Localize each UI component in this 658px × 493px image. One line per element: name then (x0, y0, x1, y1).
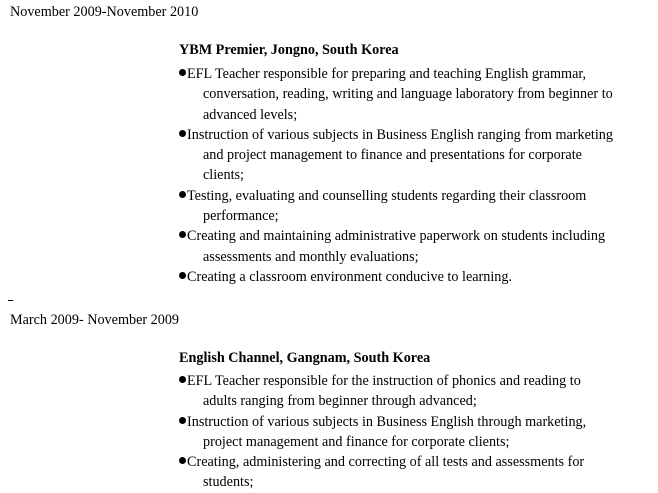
duty-text: and project management to finance and presentations for corporate (203, 147, 582, 164)
bullet-icon (179, 376, 186, 383)
duty-text: performance; (203, 208, 279, 225)
duty-item (179, 452, 639, 493)
duty-item (179, 226, 639, 267)
duty-text: Creating a classroom environment conducive to learning. (187, 268, 513, 285)
bullet-icon (179, 272, 186, 279)
duty-text: Testing, evaluating and counselling students regarding their classroom (187, 187, 587, 204)
bullet-icon (179, 231, 186, 238)
bullet-icon (179, 417, 186, 424)
duty-text: Creating, administering and correcting of all tests and assessments for (187, 454, 585, 471)
duty-text: adults ranging from beginner through advanced; (203, 393, 477, 410)
duty-item (179, 412, 639, 453)
company-name: English Channel, Gangnam, South Korea (179, 350, 431, 366)
duty-text: project management and finance for corporate clients; (203, 433, 510, 450)
duty-text: Instruction of various subjects in Business English ranging from marketing (187, 126, 613, 143)
bullet-icon (179, 130, 186, 137)
duty-text: Creating and maintaining administrative paperwork on students including (187, 228, 606, 245)
duty-text: EFL Teacher responsible for the instruction of phonics and reading to (187, 373, 581, 389)
duty-item (179, 186, 639, 227)
duty-text: EFL Teacher responsible for preparing and teaching English grammar, (187, 66, 587, 82)
bullet-icon (179, 69, 186, 76)
bullet-icon (179, 191, 186, 198)
duty-text: advanced levels; (203, 106, 298, 123)
duties-list (179, 64, 639, 287)
bullet-icon (179, 457, 186, 464)
duty-text: students; (203, 474, 254, 491)
duty-item (179, 64, 639, 125)
job-date: March 2009- November 2009 (10, 312, 180, 328)
separator-dash (8, 300, 13, 301)
duty-item (179, 371, 639, 412)
duty-text: conversation, reading, writing and language laboratory from beginner to (203, 86, 613, 103)
duty-text: assessments and monthly evaluations; (203, 248, 419, 265)
duty-item (179, 125, 639, 186)
duty-text: Instruction of various subjects in Business English through marketing, (187, 413, 587, 430)
duties-list (179, 371, 639, 493)
duty-text: clients; (203, 167, 244, 184)
company-name: YBM Premier, Jongno, South Korea (179, 42, 399, 58)
job-date: November 2009-November 2010 (10, 4, 199, 20)
duty-item (179, 267, 639, 287)
